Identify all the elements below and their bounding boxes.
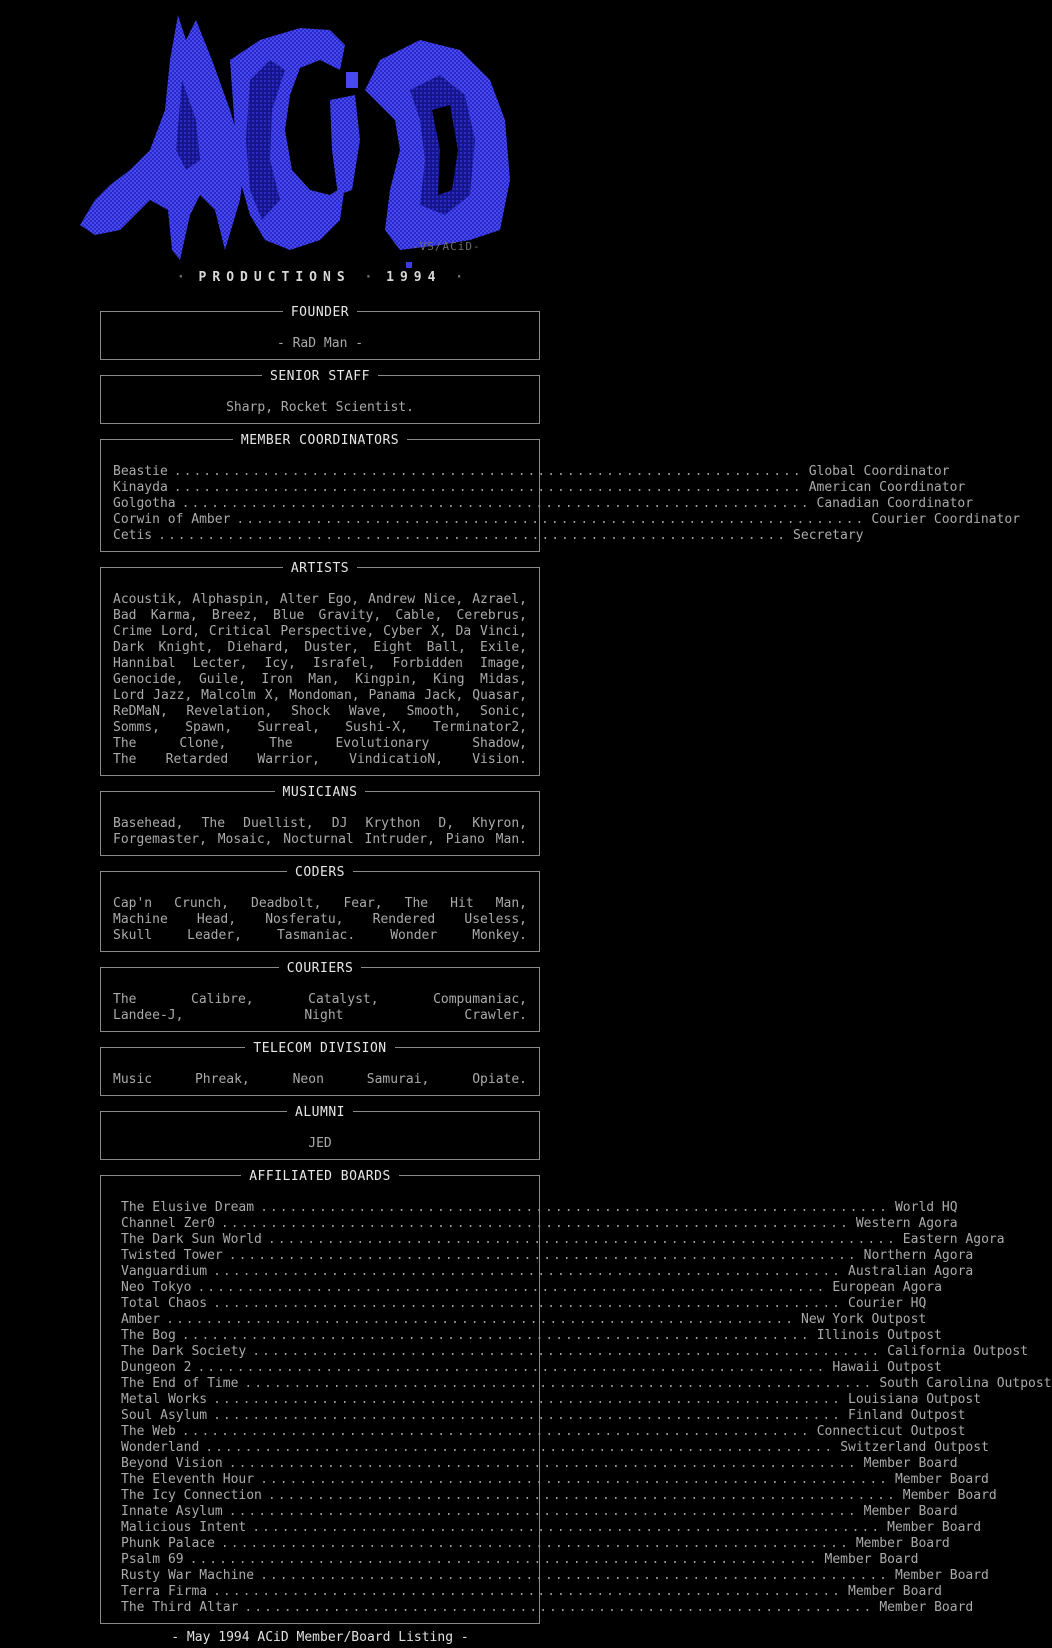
coordinator-row: Golgotha ................................................................ Canadian Coordinator: [113, 496, 974, 511]
telecom-line: Music Phreak, Neon Samurai, Opiate.: [113, 1072, 527, 1087]
board-role: Northern Agora: [863, 1248, 974, 1263]
board-name: The Third Altar: [121, 1600, 239, 1615]
board-role: Member Board: [848, 1584, 942, 1599]
telecom-section: [100, 1041, 540, 1096]
board-role: Illinois Outpost: [816, 1328, 942, 1343]
boards-section: [100, 1169, 1052, 1624]
courier-line: The Calibre, Catalyst, Compumaniac,: [113, 992, 527, 1007]
board-row: Vanguardium ................................................................ Australian Agora: [121, 1264, 974, 1279]
artist-line: Hannibal Lecter, Icy, Israfel, Forbidden Image,: [113, 656, 527, 671]
board-row: Psalm 69 ................................................................ Member Board: [121, 1552, 919, 1567]
board-role: Member Board: [879, 1600, 974, 1615]
coordinator-row: Cetis ................................................................ Secretary: [113, 528, 864, 543]
board-name: Soul Asylum: [121, 1408, 208, 1423]
section-title: ARTISTS: [283, 561, 357, 576]
courier-line: Landee-J, Night Crawler.: [113, 1008, 527, 1023]
artists-section: [100, 561, 540, 776]
board-row: Beyond Vision ................................................................ Member Board: [121, 1456, 958, 1471]
board-name: The Dark Sun World: [121, 1232, 262, 1247]
board-name: Neo Tokyo: [121, 1280, 192, 1295]
board-name: Total Chaos: [121, 1296, 208, 1311]
board-name: Vanguardium: [121, 1264, 208, 1279]
boards-list: [121, 1200, 1052, 1616]
musician-line: Basehead, The Duellist, DJ Krython D, Khyron,: [113, 816, 527, 831]
alumni-name: JED: [308, 1136, 332, 1151]
member-role: Courier Coordinator: [871, 512, 1021, 527]
artist-line: Bad Karma, Breez, Blue Gravity, Cable, Cerebrus,: [113, 608, 527, 623]
board-row: Channel Zer0 ................................................................ Western Agora: [121, 1216, 958, 1231]
board-name: Metal Works: [121, 1392, 208, 1407]
artist-line: Genocide, Guile, Iron Man, Kingpin, King Midas,: [113, 672, 527, 687]
artist-line: Crime Lord, Critical Perspective, Cyber X, Da Vinci,: [113, 624, 527, 639]
board-name: Rusty War Machine: [121, 1568, 255, 1583]
board-role: World HQ: [894, 1200, 958, 1215]
board-role: Hawaii Outpost: [832, 1360, 942, 1375]
board-role: New York Outpost: [801, 1312, 927, 1327]
artist-line: The Retarded Warrior, VindicatioN, Vision.: [113, 752, 527, 767]
member-name: Beastie: [113, 464, 168, 479]
board-name: The Web: [121, 1424, 176, 1439]
section-title: ALUMNI: [287, 1105, 353, 1120]
artist-line: Acoustik, Alphaspin, Alter Ego, Andrew Nice, Azrael,: [113, 592, 527, 607]
senior-staff-names: Sharp, Rocket Scientist.: [226, 400, 414, 415]
board-row: Wonderland ................................................................ Switzerland Outpost: [121, 1440, 989, 1455]
board-row: The Icy Connection ................................................................ Member Board: [121, 1488, 997, 1503]
board-role: Switzerland Outpost: [840, 1440, 989, 1455]
board-role: Australian Agora: [848, 1264, 974, 1279]
logo-letter-i: [330, 95, 360, 195]
board-name: Terra Firma: [121, 1584, 208, 1599]
board-name: Beyond Vision: [121, 1456, 223, 1471]
board-row: The Elusive Dream ................................................................ World HQ: [121, 1200, 958, 1215]
board-name: Psalm 69: [121, 1552, 184, 1567]
member-role: Canadian Coordinator: [816, 496, 974, 511]
board-role: Louisiana Outpost: [848, 1392, 982, 1407]
musicians-section: [100, 785, 540, 856]
board-name: Twisted Tower: [121, 1248, 223, 1263]
board-role: Courier HQ: [848, 1296, 927, 1311]
footer-caption: - May 1994 ACiD Member/Board Listing -: [171, 1630, 469, 1645]
board-name: The End of Time: [121, 1376, 239, 1391]
member-role: Secretary: [793, 528, 864, 543]
board-row: The Web ................................................................ Connecticut Outpost: [121, 1424, 966, 1439]
productions-banner: · PRODUCTIONS · 1994 ·: [176, 270, 464, 285]
section-title: COURIERS: [279, 961, 362, 976]
board-role: Member Board: [902, 1488, 997, 1503]
coders-section: [100, 865, 540, 952]
member-name: Kinayda: [113, 480, 168, 495]
board-name: Innate Asylum: [121, 1504, 223, 1519]
board-role: Western Agora: [855, 1216, 958, 1231]
board-row: Terra Firma ................................................................ Member Board: [121, 1584, 942, 1599]
section-title: AFFILIATED BOARDS: [241, 1169, 399, 1184]
board-role: Member Board: [894, 1568, 989, 1583]
board-role: European Agora: [832, 1280, 942, 1295]
board-row: The Dark Society ................................................................ California Outpost: [121, 1344, 1029, 1359]
member-name: Corwin of Amber: [113, 512, 231, 527]
productions-label: PRODUCTIONS: [198, 270, 351, 285]
logo-letter-a: [80, 15, 245, 260]
board-role: California Outpost: [887, 1344, 1029, 1359]
board-row: Soul Asylum ................................................................ Finland Outpost: [121, 1408, 966, 1423]
coordinators-section: [100, 433, 1021, 552]
section-title: SENIOR STAFF: [262, 369, 378, 384]
section-title: TELECOM DIVISION: [245, 1041, 394, 1056]
artist-line: Somms, Spawn, Surreal, Sushi-X, Terminator2,: [113, 720, 527, 735]
musician-line: Forgemaster, Mosaic, Nocturnal Intruder, Piano Man.: [113, 832, 527, 847]
board-row: Amber ................................................................ New York Outpost: [121, 1312, 927, 1327]
section-title: CODERS: [287, 865, 353, 880]
member-role: Global Coordinator: [808, 464, 950, 479]
board-row: The Eleventh Hour ................................................................ Member Board: [121, 1472, 989, 1487]
board-role: Finland Outpost: [848, 1408, 966, 1423]
senior-staff-section: [100, 369, 540, 424]
board-role: Eastern Agora: [902, 1232, 1005, 1247]
board-role: Member Board: [863, 1504, 958, 1519]
artist-line: Lord Jazz, Malcolm X, Mondoman, Panama Jack, Quasar,: [113, 688, 527, 703]
board-name: The Bog: [121, 1328, 176, 1343]
member-name: Cetis: [113, 528, 153, 543]
board-name: Malicious Intent: [121, 1520, 247, 1535]
board-role: Member Board: [824, 1552, 919, 1567]
board-row: Phunk Palace ................................................................ Member Board: [121, 1536, 950, 1551]
couriers-section: [100, 961, 540, 1032]
section-title: FOUNDER: [283, 305, 357, 320]
board-role: Member Board: [887, 1520, 982, 1535]
board-role: Member Board: [894, 1472, 989, 1487]
board-role: Member Board: [855, 1536, 950, 1551]
artist-line: ReDMaN, Revelation, Shock Wave, Smooth, Sonic,: [113, 704, 527, 719]
section-title: MUSICIANS: [275, 785, 366, 800]
board-row: The Dark Sun World ................................................................ Eastern Agora: [121, 1232, 1005, 1247]
board-row: Twisted Tower ................................................................ Northern Agora: [121, 1248, 974, 1263]
board-name: Amber: [121, 1312, 161, 1327]
board-row: Total Chaos ................................................................ Courier HQ: [121, 1296, 927, 1311]
board-name: The Icy Connection: [121, 1488, 262, 1503]
board-name: The Dark Society: [121, 1344, 247, 1359]
artist-tag: -VS/ACiD-: [412, 240, 481, 253]
coder-line: Cap'n Crunch, Deadbolt, Fear, The Hit Man,: [113, 896, 527, 911]
coder-line: Machine Head, Nosferatu, Rendered Useless,: [113, 912, 527, 927]
artist-line: Dark Knight, Diehard, Duster, Eight Ball, Exile,: [113, 640, 527, 655]
board-name: The Eleventh Hour: [121, 1472, 255, 1487]
board-role: South Carolina Outpost: [879, 1376, 1052, 1391]
board-name: Wonderland: [121, 1440, 200, 1455]
coordinator-row: Corwin of Amber ................................................................ Courier Coordinator: [113, 512, 1021, 527]
board-name: Channel Zer0: [121, 1216, 215, 1231]
board-name: Dungeon 2: [121, 1360, 192, 1375]
coder-line: Skull Leader, Tasmaniac. Wonder Monkey.: [113, 928, 527, 943]
acid-logo-art: [0, 0, 640, 280]
board-row: The End of Time ................................................................ South Carolina Outpost: [121, 1376, 1052, 1391]
founder-name: - RaD Man -: [276, 336, 364, 351]
coordinator-row: Kinayda ................................................................ American Coordinator: [113, 480, 966, 495]
board-row: Neo Tokyo ................................................................ European Agora: [121, 1280, 942, 1295]
board-name: Phunk Palace: [121, 1536, 215, 1551]
acid-logo: [0, 0, 640, 280]
coordinator-row: Beastie ................................................................ Global Coordinator: [113, 464, 950, 479]
founder-section: [100, 305, 540, 360]
board-role: Member Board: [863, 1456, 958, 1471]
member-role: American Coordinator: [808, 480, 966, 495]
board-name: The Elusive Dream: [121, 1200, 255, 1215]
artist-line: The Clone, The Evolutionary Shadow,: [113, 736, 527, 751]
year-label: 1994: [386, 270, 442, 285]
board-row: Metal Works ................................................................ Louisiana Outpost: [121, 1392, 982, 1407]
member-name: Golgotha: [113, 496, 176, 511]
board-row: Rusty War Machine ................................................................ Member Board: [121, 1568, 989, 1583]
board-role: Connecticut Outpost: [816, 1424, 966, 1439]
section-title: MEMBER COORDINATORS: [233, 433, 407, 448]
board-row: Innate Asylum ................................................................ Member Board: [121, 1504, 958, 1519]
alumni-section: [100, 1105, 540, 1160]
board-row: Malicious Intent ................................................................ Member Board: [121, 1520, 982, 1535]
board-row: The Bog ................................................................ Illinois Outpost: [121, 1328, 942, 1343]
board-row: The Third Altar ................................................................ Member Board: [121, 1600, 974, 1615]
board-row: Dungeon 2 ................................................................ Hawaii Outpost: [121, 1360, 942, 1375]
